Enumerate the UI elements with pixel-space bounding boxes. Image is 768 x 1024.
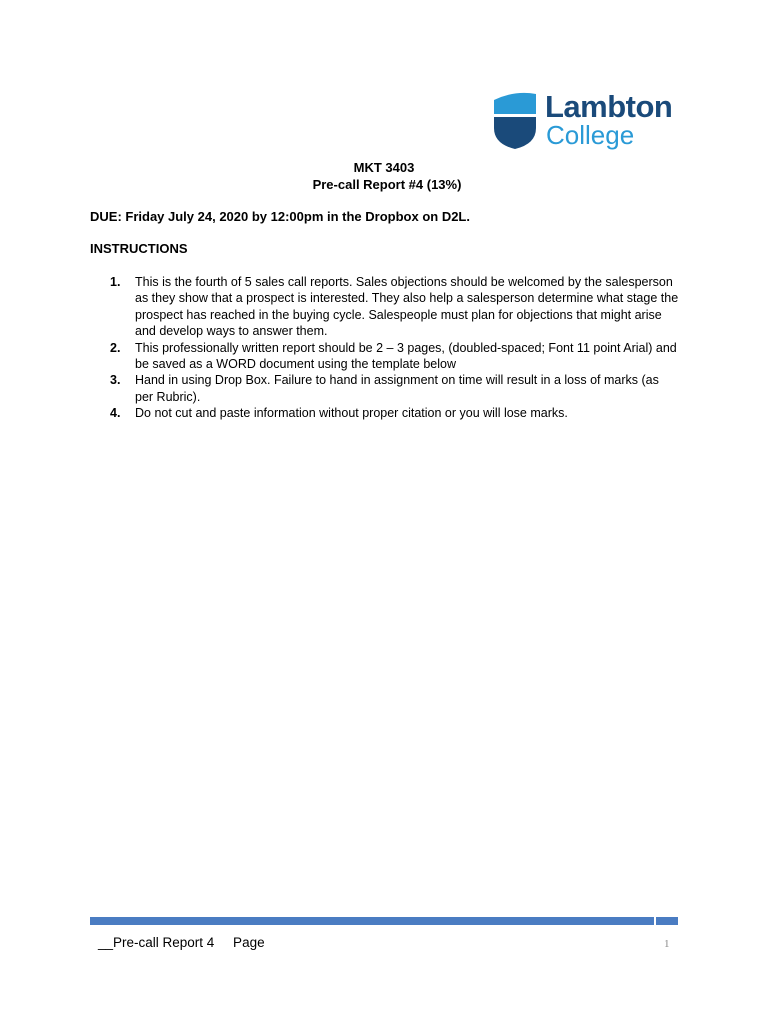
list-item [110,372,680,405]
list-item [110,340,680,373]
list-item-text: Do not cut and paste information without proper citation or you will lose marks. [135,406,568,421]
footer-page-number: 1 [664,938,670,950]
lambton-shield-icon [493,92,537,150]
list-item-number: 4. [110,406,121,421]
list-item-text: This is the fourth of 5 sales call reports. Sales objections should be welcomed by the salesperson as they show that a prospect is interested. They also help a salesperson determine what stage the prospect has reached in the buying cycle. Salespeople must plan for objections that might arise and develop ways to answer them. [135,275,679,339]
list-item-text: This professionally written report should be 2 – 3 pages, (doubled-spaced; Font 11 point Arial) and be saved as a WORD document using the template below [135,340,677,372]
report-title: Pre-call Report #4 (13%) [312,177,462,192]
list-item-number: 3. [110,373,121,388]
course-code: MKT 3403 [353,160,415,175]
list-item-text: Hand in using Drop Box. Failure to hand in assignment on time will result in a loss of marks (as per Rubric). [135,373,659,404]
due-date-line: DUE: Friday July 24, 2020 by 12:00pm in the Dropbox on D2L. [90,209,470,224]
logo-word-lambton: Lambton [545,89,673,124]
instructions-list [110,274,680,422]
instructions-heading: INSTRUCTIONS [90,241,188,256]
list-item-number: 2. [110,340,121,355]
lambton-college-logo [493,89,678,150]
footer-label: __Pre-call Report 4 Page [98,935,265,950]
logo-word-college: College [546,120,635,150]
list-item [110,405,680,421]
footer-divider-gap [654,917,656,925]
list-item [110,274,680,340]
list-item-number: 1. [110,275,121,289]
footer-divider-bar [90,917,678,925]
